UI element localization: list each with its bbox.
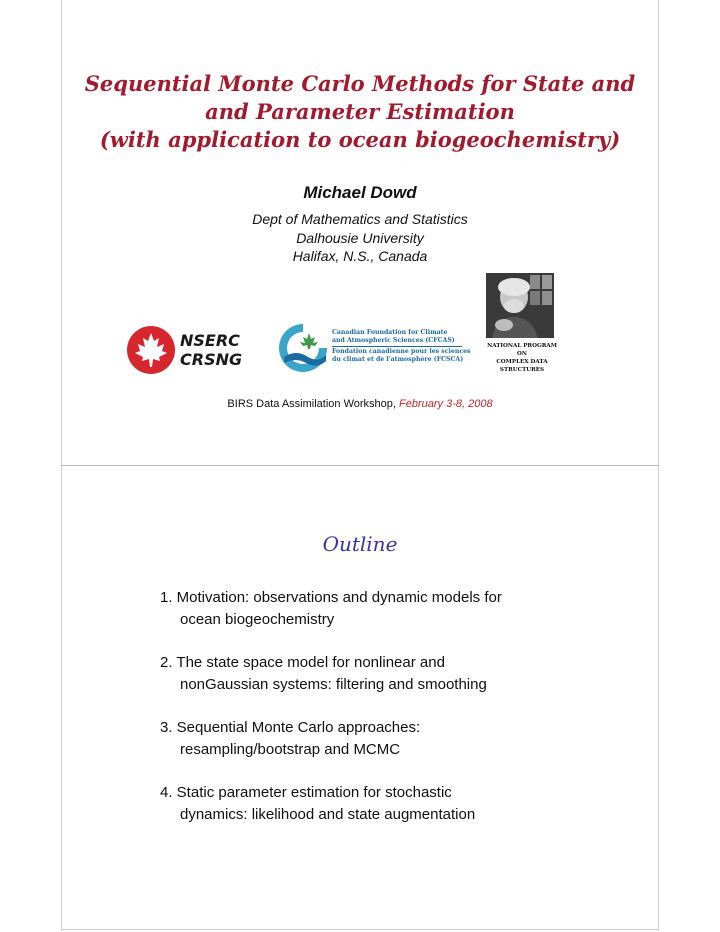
list-item-line: 3. Sequential Monte Carlo approaches: — [160, 719, 421, 736]
affiliation-line: Dept of Mathematics and Statistics — [252, 211, 468, 227]
author-name: Michael Dowd — [303, 183, 417, 202]
affiliation — [61, 210, 659, 266]
list-item-line: dynamics: likelihood and state augmentation — [180, 805, 476, 823]
title-line: Sequential Monte Carlo Methods for State and — [84, 71, 636, 96]
cfcas-fr-line: Fondation canadienne pour les sciences — [332, 348, 471, 355]
cfcas-fr-line: du climat et de l'atmosphère (FCSCA) — [332, 356, 464, 363]
cfcas-wordmark — [332, 329, 482, 364]
list-item-line: ocean biogeochemistry — [180, 610, 335, 628]
slide-divider — [61, 465, 659, 466]
nserc-wordmark — [180, 331, 242, 369]
list-item-line: resampling/bootstrap and MCMC — [180, 740, 401, 758]
outline-title: Outline — [322, 532, 398, 556]
workshop-line — [61, 398, 659, 410]
person-photo-icon — [486, 273, 554, 338]
nserc-logo — [126, 324, 256, 376]
cfcas-rule — [332, 346, 462, 347]
list-item — [160, 782, 620, 825]
portrait-photo — [486, 273, 554, 338]
workshop-name: BIRS Data Assimilation Workshop, — [227, 398, 396, 410]
slide-title — [61, 70, 659, 154]
list-item-line: 4. Static parameter estimation for stochastic — [160, 784, 452, 801]
title-line: (with application to ocean biogeochemistry) — [99, 127, 621, 152]
program-label — [486, 342, 558, 374]
list-item-line: 2. The state space model for nonlinear and — [160, 654, 445, 671]
outline-list — [160, 587, 620, 847]
program-line: NATIONAL PROGRAM — [487, 343, 557, 349]
title-line: and Parameter Estimation — [205, 99, 515, 124]
list-item — [160, 587, 620, 630]
nserc-line: NSERC — [180, 331, 240, 350]
affiliation-line: Dalhousie University — [296, 229, 424, 246]
program-line: STRUCTURES — [499, 367, 545, 373]
program-line: ON — [517, 351, 527, 357]
cfcas-en-line: Canadian Foundation for Climate — [332, 329, 448, 336]
cfcas-emblem-icon — [276, 321, 330, 375]
program-line: COMPLEX DATA — [496, 359, 548, 365]
affiliation-line: Halifax, N.S., Canada — [292, 248, 428, 264]
cfcas-en-line: and Atmospheric Sciences (CFCAS) — [332, 337, 455, 344]
list-item-line: nonGaussian systems: filtering and smoothing — [180, 675, 487, 693]
workshop-date: February 3-8, 2008 — [399, 398, 493, 410]
list-item — [160, 652, 620, 695]
cfcas-logo — [276, 321, 476, 375]
maple-leaf-icon — [126, 325, 176, 375]
list-item — [160, 717, 620, 760]
list-item-line: 1. Motivation: observations and dynamic models for — [160, 589, 502, 606]
crsng-line: CRSNG — [180, 350, 243, 369]
